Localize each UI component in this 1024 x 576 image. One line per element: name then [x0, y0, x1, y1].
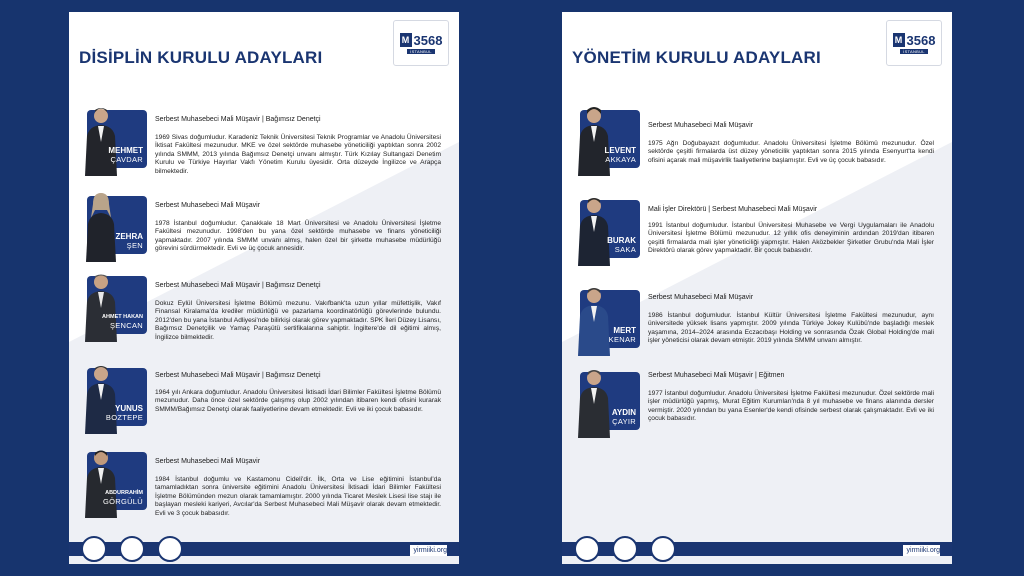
candidate-last-name: ÇAYIR	[612, 417, 636, 426]
candidate-first-name: ZEHRA	[115, 232, 143, 241]
candidate-first-name: BURAK	[607, 236, 636, 245]
candidate-last-name: GÖRGÜLÜ	[102, 497, 143, 506]
candidate-photo	[572, 102, 640, 176]
person-photo-icon	[574, 192, 614, 266]
logo-subtitle: İSTANBUL	[407, 49, 435, 54]
candidate-first-name: AYDIN	[611, 408, 636, 417]
candidate-bio: 1964 yılı Ankara doğumludur. Anadolu Üniversitesi İktisadi İdari Bilimler Fakültesi İşletme Bölümü mezunudur. Daha önce özel sektörde çalışmış olup 2002 yılından itibaren kendi ofisini kurarak SMMM/Bağımsız Denetçi olarak faaliyetlerine devam etmektedir. Evli ve iki çocuk babasıdır.	[155, 389, 441, 413]
candidate-first-name: LEVENT	[604, 146, 636, 155]
left-page	[69, 12, 459, 564]
candidate-last-name: AKKAYA	[605, 155, 636, 164]
page-footer	[562, 530, 952, 564]
candidate-photo	[79, 444, 147, 518]
person-photo-icon	[574, 364, 614, 438]
right-page	[562, 12, 952, 564]
candidate-last-name: BOZTEPE	[105, 413, 143, 422]
candidate-first-name: MEHMET	[108, 146, 143, 155]
candidate-first-name: YUNUS	[114, 404, 143, 413]
partner-badge-icon	[650, 536, 676, 562]
candidate-role: Serbest Muhasebeci Mali Müşavir | Bağımsız Denetçi	[155, 282, 321, 289]
candidate-role: Serbest Muhasebeci Mali Müşavir | Bağımsız Denetçi	[155, 116, 321, 123]
partner-badge-icon	[612, 536, 638, 562]
candidate-photo	[79, 268, 147, 342]
person-photo-icon	[81, 188, 121, 262]
page-footer	[69, 530, 459, 564]
candidate-photo	[79, 360, 147, 434]
partner-badge-icon	[81, 536, 107, 562]
candidate-first-name: AHMET HAKAN	[102, 314, 143, 320]
candidate-last-name: ÇAVDAR	[110, 155, 143, 164]
candidate-bio: 1991 İstanbul doğumludur. İstanbul Üniversitesi Muhasebe ve Vergi Uygulamaları ile Anadolu Üniversitesi İşletme Bölümü mezunudur. 12 yıllık ofis deneyiminin ardından 2019'dan itibaren çeşitli firmalarda mali işler yöneticiliği yapmıştır. Halen Aközbekler Şirketler Grubu'nda Mali İşler Direktörü olarak görev yapmaktadır. Bir çocuk babasıdır.	[648, 222, 934, 255]
person-photo-icon	[81, 360, 121, 434]
candidate-role: Serbest Muhasebeci Mali Müşavir	[648, 294, 754, 301]
candidate-first-name: MERT	[613, 326, 636, 335]
logo-subtitle: İSTANBUL	[900, 49, 928, 54]
logo-3568-icon	[393, 20, 449, 66]
candidate-bio: 1975 Ağrı Doğubayazıt doğumludur. Anadolu Üniversitesi İşletme Bölümü mezunudur. Özel sektörde çeşitli firmalarda üst düzey yöneticilik yaptıktan sonra 2015 yılında Esenyurt'ta kendi ofisini açarak mali müşavirlik faaliyetlerine başlamıştır. Evli ve üç çocuk babasıdır.	[648, 140, 934, 164]
logo-mark: M	[400, 33, 412, 47]
candidate-bio: 1984 İstanbul doğumlu ve Kastamonu Cideli'dir. İlk, Orta ve Lise eğitimini İstanbul'da tamamladıktan sonra üniversite eğitimini Anadolu Üniversitesi İktisadi İdari Bilimler Fakültesi İşletme Bölümünden mezun olarak tamamlamıştır. 2000 yılında Ticaret Meslek Lisesi lise stajı ile başlayan mesleki kariyeri, Avcılar'da Serbest Muhasebeci Mali Müşavir olarak devam etmektedir. Evli ve 3 çocuk babasıdır.	[155, 476, 441, 517]
person-photo-icon	[81, 444, 121, 518]
partner-badge-icon	[574, 536, 600, 562]
candidate-photo	[572, 364, 640, 438]
partner-badge-icon	[119, 536, 145, 562]
person-photo-icon	[574, 282, 614, 356]
person-photo-icon	[81, 102, 121, 176]
candidate-bio: Dokuz Eylül Üniversitesi İşletme Bölümü mezunu. Vakıfbank'ta uzun yıllar müfettişlik, Vakıf Finansal Kiralama'da krediler müdürlüğü ve pazarlama koordinatörlüğü görevlerinde bulundu. 2012'den bu yana İstanbul Adliyesi'nde bilirkişi olarak görev yapmaktadır. SPK İleri Düzey Lisansı, Bağımsız Denetçilik ve Yamaç Paraşütü sertifikalarına sahiptir. İngiltere'de dil eğitimi almış, İngilizce bilmektedir.	[155, 300, 441, 341]
candidate-role: Mali İşler Direktörü | Serbest Muhasebeci Mali Müşavir	[648, 206, 818, 213]
candidate-role: Serbest Muhasebeci Mali Müşavir | Eğitmen	[648, 372, 785, 379]
website-link[interactable]: yirmiiki.org	[410, 545, 447, 556]
partner-badge-icon	[157, 536, 183, 562]
candidate-last-name: ŞEN	[126, 241, 143, 250]
website-link[interactable]: yirmiiki.org	[903, 545, 940, 556]
person-photo-icon	[574, 102, 614, 176]
page-title: DİSİPLİN KURULU ADAYLARI	[79, 48, 323, 67]
candidate-role: Serbest Muhasebeci Mali Müşavir	[155, 202, 261, 209]
candidate-bio: 1978 İstanbul doğumludur. Çanakkale 18 Mart Üniversitesi ve Anadolu Üniversitesi İşletme Fakültesi mezunudur. 1998'den bu yana özel sektörde muhasebe ve finans yöneticiliği yapmaktadır. 2007 yılında SMMM unvanı almış, halen özel bir şirkette muhasebe müdürlüğü görevini sürdürmektedir. Evli ve üç çocuk annesidir.	[155, 220, 441, 253]
candidate-last-name: KENAR	[608, 335, 636, 344]
candidate-role: Serbest Muhasebeci Mali Müşavir	[155, 458, 261, 465]
candidate-last-name: ŞENCAN	[109, 321, 143, 330]
candidate-photo	[572, 282, 640, 356]
logo-number: 3568	[906, 32, 936, 48]
candidate-role: Serbest Muhasebeci Mali Müşavir | Bağımsız Denetçi	[155, 372, 321, 379]
candidate-first-name: ABDURRAHİM	[105, 490, 143, 496]
page-title: YÖNETİM KURULU ADAYLARI	[572, 48, 821, 67]
logo-3568-icon	[886, 20, 942, 66]
candidate-photo	[572, 192, 640, 266]
candidate-photo	[79, 102, 147, 176]
candidate-photo	[79, 188, 147, 262]
candidate-bio: 1986 İstanbul doğumludur. İstanbul Kültür Üniversitesi İşletme Fakültesi mezunudur, aynı üniversitede yüksek lisans yapmıştır. 2009 yılında Türkiye Jokey Kulübü'nde başladığı meslek yaşamına, 2014–2024 arasında Eczacıbaşı Holding ve sonrasında Özak Global Holding'de mali işler yöneticisi olarak devam etmiştir. 2019 yılında SMMM unvanı almıştır.	[648, 312, 934, 345]
candidate-bio: 1969 Sivas doğumludur. Karadeniz Teknik Üniversitesi Teknik Programlar ve Anadolu Üniversitesi İktisat Fakültesi mezunudur. MKE ve özel sektörde muhasebe yöneticiliği yaptıktan sonra 2002 yılında SMMM, 2013 yılında Bağımsız Denetçi unvanı almıştır. Türk Kızılay Sultangazi Denetim Kurulu ve Türkiye Hayırlar Vakfı Yönetim Kurulu üyesidir. Orta düzeyde İngilizce ve Arapça bilmektedir.	[155, 134, 441, 175]
logo-number: 3568	[413, 32, 443, 48]
candidate-bio: 1977 İstanbul doğumludur. Anadolu Üniversitesi İşletme Fakültesi mezunudur. Özel sektörde mali işler müdürlüğü yapmış, Murat Eğitim Kurumları'nda 8 yıl muhasebe ve finans alanında dersler vermiştir. 2020 yılından bu yana Esenler'de kendi ofisinde serbest olarak çalışmaktadır. Evli ve iki çocuk babasıdır.	[648, 390, 934, 423]
candidate-role: Serbest Muhasebeci Mali Müşavir	[648, 122, 754, 129]
logo-mark: M	[893, 33, 905, 47]
candidate-last-name: SAKA	[614, 245, 636, 254]
person-photo-icon	[81, 268, 121, 342]
